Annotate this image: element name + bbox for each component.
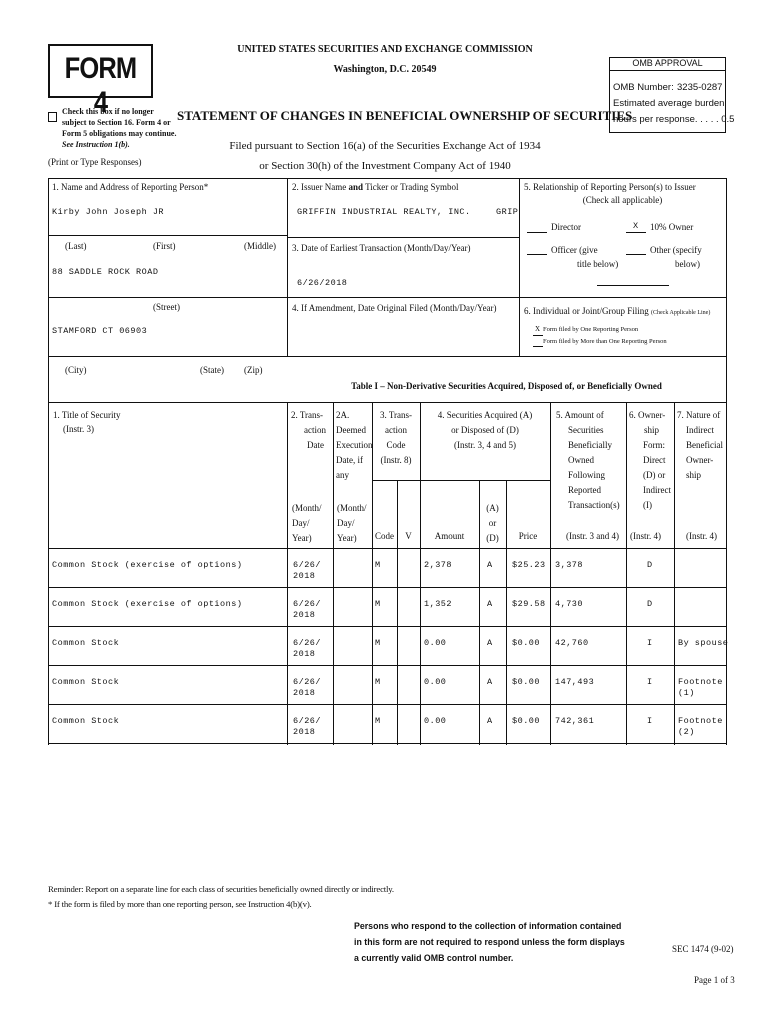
form-title: FORM 4 xyxy=(64,52,137,119)
cell-date[interactable]: 6/26/ xyxy=(293,599,322,609)
col-deemed-u2: Day/ xyxy=(337,518,355,528)
cell-ad[interactable]: A xyxy=(487,677,493,687)
more-person-line[interactable] xyxy=(533,346,543,347)
col-deemed-h4: Date, if xyxy=(336,455,363,465)
col-date-header xyxy=(291,408,326,453)
col-ownership-h7: (I) xyxy=(643,500,652,510)
col-date-h1: 2. Trans- xyxy=(291,410,324,420)
one-person-mark: X xyxy=(535,325,541,333)
persons-respond-1: Persons who respond to the collection of information contained xyxy=(354,921,622,931)
cell-price[interactable]: $25.23 xyxy=(512,560,546,570)
omb-hours: hours per response. . . . . 0.5 xyxy=(613,114,735,125)
cell-ad[interactable]: A xyxy=(487,560,493,570)
row-divider xyxy=(48,665,726,666)
more-person-label: Form filed by More than One Reporting Person xyxy=(543,338,667,345)
cell-price[interactable]: $0.00 xyxy=(512,716,541,726)
col-ad-sub xyxy=(479,501,506,546)
cell-ad[interactable]: A xyxy=(487,638,493,648)
col-deemed-u3: Year) xyxy=(337,533,357,543)
ten-pct-mark: X xyxy=(633,221,639,231)
col-title-h1: 1. Title of Security xyxy=(53,410,121,420)
cell-date[interactable]: 6/26/ xyxy=(293,677,322,687)
check-box-text1: Check this box if no longer xyxy=(62,107,154,116)
cell-amount[interactable]: 0.00 xyxy=(424,638,447,648)
col-owned-h6: Reported xyxy=(568,485,601,495)
col-code-h2: action xyxy=(385,425,407,435)
col-nature-header xyxy=(677,408,723,483)
col-ownership-h4: Direct xyxy=(643,455,666,465)
col-securities-h2: or Disposed of (D) xyxy=(451,425,519,435)
persons-respond-2: in this form are not required to respond unless the form displays xyxy=(354,937,625,947)
col-v-sub: V xyxy=(405,531,412,541)
col-nature-h5: ship xyxy=(686,470,702,480)
col-title-h2: (Instr. 3) xyxy=(63,424,94,434)
cell-code[interactable]: M xyxy=(375,716,381,726)
cell-nature-2[interactable]: (2) xyxy=(678,727,695,737)
row-divider xyxy=(48,626,726,627)
issuer-label: 2. Issuer Name and Ticker or Trading Symbol xyxy=(292,182,459,192)
asterisk-note: * If the form is filed by more than one reporting person, see Instruction 4(b)(v). xyxy=(48,899,312,909)
omb-title: OMB APPROVAL xyxy=(632,58,703,68)
cell-price[interactable]: $0.00 xyxy=(512,638,541,648)
street-address[interactable]: 88 SADDLE ROCK ROAD xyxy=(52,267,159,277)
col-code-sub: Code xyxy=(375,531,394,541)
cell-price[interactable]: $0.00 xyxy=(512,677,541,687)
reporting-person-name[interactable]: Kirby John Joseph JR xyxy=(52,207,165,217)
cell-amount[interactable]: 0.00 xyxy=(424,716,447,726)
col-deemed-h3: Execution xyxy=(336,440,373,450)
col-nature-h4: Owner- xyxy=(686,455,714,465)
cell-title[interactable]: Common Stock (exercise of options) xyxy=(52,560,243,570)
col-ownership-h2: ship xyxy=(644,425,660,435)
ten-pct-line[interactable] xyxy=(626,232,646,233)
cell-title[interactable]: Common Stock xyxy=(52,677,120,687)
issuer-ticker[interactable]: GRIP xyxy=(496,207,519,217)
col-nature-h2: Indirect xyxy=(686,425,714,435)
col-ad-u3: (D) xyxy=(486,533,499,543)
col-nature-h3: Beneficial xyxy=(686,440,723,450)
cell-code[interactable]: M xyxy=(375,677,381,687)
omb-number-value: 3235-0287 xyxy=(677,82,723,93)
col-amount-sub: Amount xyxy=(434,531,465,541)
agency-name: UNITED STATES SECURITIES AND EXCHANGE COMMISSION xyxy=(237,44,533,55)
state-label: (State) xyxy=(200,365,224,375)
filed-line-2: or Section 30(h) of the Investment Company Act of 1940 xyxy=(259,160,511,172)
omb-burden: Estimated average burden xyxy=(613,98,725,109)
cell-date-year[interactable]: 2018 xyxy=(293,649,316,659)
issuer-name[interactable]: GRIFFIN INDUSTRIAL REALTY, INC. xyxy=(297,207,471,217)
cell-ownership-form[interactable]: D xyxy=(647,560,653,570)
col-deemed-h1: 2A. xyxy=(336,410,350,420)
cell-code[interactable]: M xyxy=(375,599,381,609)
cell-ownership-form[interactable]: D xyxy=(647,599,653,609)
col-deemed-h2: Deemed xyxy=(336,425,366,435)
cell-ad[interactable]: A xyxy=(487,599,493,609)
col-date-u2: Day/ xyxy=(292,518,310,528)
filing-label-small: (Check Applicable Line) xyxy=(651,310,711,316)
sec-number: SEC 1474 (9-02) xyxy=(672,944,734,954)
col-date-u3: Year) xyxy=(292,533,312,543)
cell-code[interactable]: M xyxy=(375,560,381,570)
col-price-sub: Price xyxy=(518,531,538,541)
table-title: Table I – Non-Derivative Securities Acquired, Disposed of, or Beneficially Owned xyxy=(351,381,662,391)
cell-ownership-form[interactable]: I xyxy=(647,638,653,648)
cell-owned[interactable]: 4,730 xyxy=(555,599,584,609)
cell-title[interactable]: Common Stock xyxy=(52,716,120,726)
col-ownership-h1: 6. Owner- xyxy=(629,410,666,420)
omb-number-label: OMB Number: xyxy=(613,82,674,93)
filing-label xyxy=(524,306,710,316)
cell-nature[interactable]: By spouse xyxy=(678,638,729,648)
amendment-label: 4. If Amendment, Date Original Filed (Month/Day/Year) xyxy=(292,303,497,313)
col-ownership-h5: (D) or xyxy=(643,470,666,480)
col-date-h3: Date xyxy=(307,440,324,450)
filing-label-text: 6. Individual or Joint/Group Filing xyxy=(524,306,649,316)
cell-owned[interactable]: 742,361 xyxy=(555,716,595,726)
cell-owned[interactable]: 42,760 xyxy=(555,638,589,648)
cell-price[interactable]: $29.58 xyxy=(512,599,546,609)
col-owned-h3: Beneficially xyxy=(568,440,612,450)
cell-date[interactable]: 6/26/ xyxy=(293,716,322,726)
cell-nature[interactable]: Footnote xyxy=(678,677,723,687)
cell-ownership-form[interactable]: I xyxy=(647,677,653,687)
zip-label: (Zip) xyxy=(244,365,263,375)
col-securities-h3: (Instr. 3, 4 and 5) xyxy=(454,440,516,450)
col-date-h2: action xyxy=(304,425,326,435)
col-deemed-h5: any xyxy=(336,470,349,480)
cell-title[interactable]: Common Stock xyxy=(52,638,120,648)
cell-nature-2[interactable]: (1) xyxy=(678,688,695,698)
director-label: Director xyxy=(551,222,581,232)
check-box-text3: Form 5 obligations may continue. xyxy=(62,129,177,138)
col-securities-header xyxy=(420,408,550,453)
col-code-h1: 3. Trans- xyxy=(379,410,412,420)
col-title-header xyxy=(53,408,121,436)
page-number: Page 1 of 3 xyxy=(694,975,735,985)
col-ownership-h3: Form: xyxy=(643,440,666,450)
other-below-label: below) xyxy=(675,259,700,269)
agency-location: Washington, D.C. 20549 xyxy=(333,64,437,75)
cell-code[interactable]: M xyxy=(375,638,381,648)
col-owned-h4: Owned xyxy=(568,455,594,465)
col-nature-instr: (Instr. 4) xyxy=(686,531,717,541)
col-date-u1: (Month/ xyxy=(292,503,322,513)
col-ownership-h6: Indirect xyxy=(643,485,671,495)
no-longer-subject-checkbox[interactable] xyxy=(48,112,57,122)
col-owned-h1: 5. Amount of xyxy=(556,410,604,420)
row-divider xyxy=(48,587,726,588)
cell-nature[interactable]: Footnote xyxy=(678,716,723,726)
cell-date[interactable]: 6/26/ xyxy=(293,638,322,648)
city-label: (City) xyxy=(65,365,87,375)
col-owned-header xyxy=(556,408,620,513)
col-code-h4: (Instr. 8) xyxy=(380,455,412,465)
col-owned-instr: (Instr. 3 and 4) xyxy=(566,531,619,541)
cell-title[interactable]: Common Stock (exercise of options) xyxy=(52,599,243,609)
col-owned-h5: Following xyxy=(568,470,606,480)
relationship-label: 5. Relationship of Reporting Person(s) to Issuer xyxy=(524,182,696,192)
cell-owned[interactable]: 3,378 xyxy=(555,560,584,570)
director-line[interactable] xyxy=(527,232,547,233)
officer-title-line[interactable] xyxy=(597,285,669,286)
col-deemed-header xyxy=(336,408,373,483)
cell-date-year[interactable]: 2018 xyxy=(293,571,316,581)
col-deemed-u1: (Month/ xyxy=(337,503,367,513)
col-date-units xyxy=(292,501,322,546)
check-box-text4: See Instruction 1(b). xyxy=(62,140,130,149)
row-divider xyxy=(48,743,726,744)
other-line[interactable] xyxy=(626,254,646,255)
persons-respond-3: a currently valid OMB control number. xyxy=(354,953,514,963)
col-nature-h1: 7. Nature of xyxy=(677,410,721,420)
other-label: Other (specify xyxy=(650,245,702,255)
officer-title-label: title below) xyxy=(577,259,619,269)
ten-pct-label: 10% Owner xyxy=(650,222,694,232)
col-ownership-instr: (Instr. 4) xyxy=(630,531,661,541)
last-label: (Last) xyxy=(65,241,87,251)
cell-amount[interactable]: 1,352 xyxy=(424,599,453,609)
cell-date[interactable]: 6/26/ xyxy=(293,560,322,570)
cell-date-year[interactable]: 2018 xyxy=(293,610,316,620)
statement-title: STATEMENT OF CHANGES IN BENEFICIAL OWNERSHIP OF SECURITIES xyxy=(177,108,633,123)
city-state-zip[interactable]: STAMFORD CT 06903 xyxy=(52,326,148,336)
cell-date-year[interactable]: 2018 xyxy=(293,727,316,737)
col-ad-u2: or xyxy=(488,518,497,528)
reporting-person-label: 1. Name and Address of Reporting Person* xyxy=(52,182,209,192)
cell-amount[interactable]: 0.00 xyxy=(424,677,447,687)
check-box-text2: subject to Section 16. Form 4 or xyxy=(62,118,171,127)
col-code-header xyxy=(372,408,420,468)
col-owned-h2: Securities xyxy=(568,425,604,435)
col-ad-u1: (A) xyxy=(486,503,499,513)
first-label: (First) xyxy=(153,241,176,251)
one-person-label: Form filed by One Reporting Person xyxy=(543,326,639,333)
middle-label: (Middle) xyxy=(244,241,276,251)
col-owned-h7: Transaction(s) xyxy=(568,500,620,510)
cell-owned[interactable]: 147,493 xyxy=(555,677,595,687)
col-code-h3: Code xyxy=(386,440,406,450)
officer-label: Officer (give xyxy=(551,245,598,255)
earliest-date-label: 3. Date of Earliest Transaction (Month/Day/Year) xyxy=(292,243,471,253)
officer-line[interactable] xyxy=(527,254,547,255)
cell-ownership-form[interactable]: I xyxy=(647,716,653,726)
filed-line-1: Filed pursuant to Section 16(a) of the Securities Exchange Act of 1934 xyxy=(229,140,541,152)
col-securities-h1: 4. Securities Acquired (A) xyxy=(437,410,533,420)
reminder-text: Reminder: Report on a separate line for each class of securities beneficially owned directly or indirectly. xyxy=(48,884,394,894)
cell-date-year[interactable]: 2018 xyxy=(293,688,316,698)
earliest-date-value[interactable]: 6/26/2018 xyxy=(297,278,348,288)
row-divider xyxy=(48,704,726,705)
col-ownership-header xyxy=(629,408,671,513)
street-label: (Street) xyxy=(153,302,180,312)
cell-amount[interactable]: 2,378 xyxy=(424,560,453,570)
col-deemed-units xyxy=(337,501,367,546)
print-type: (Print or Type Responses) xyxy=(48,157,142,167)
one-person-line[interactable] xyxy=(533,335,543,336)
cell-ad[interactable]: A xyxy=(487,716,493,726)
relationship-check-all: (Check all applicable) xyxy=(582,195,663,205)
